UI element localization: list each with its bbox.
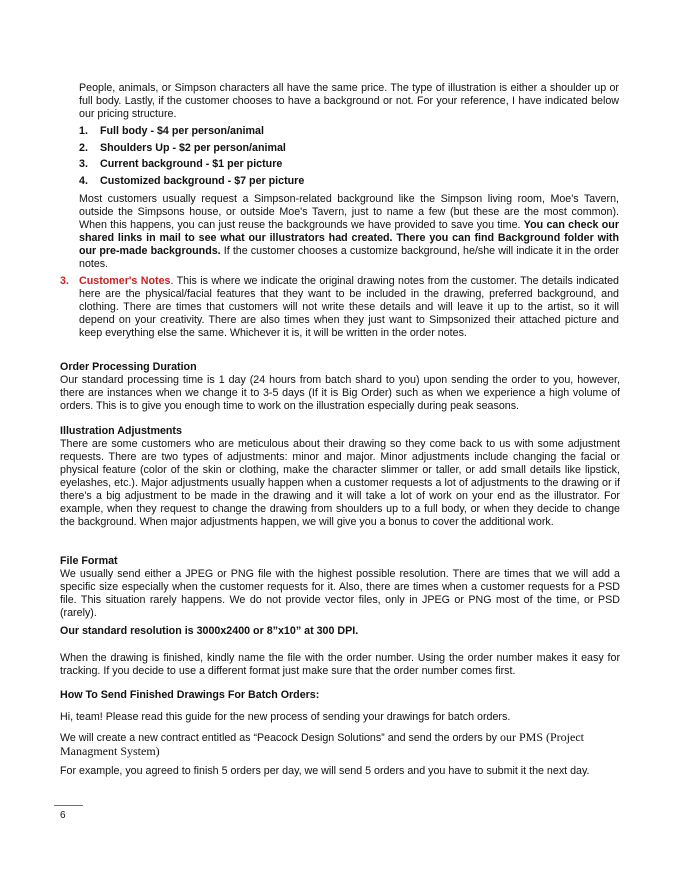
pricing-item: 3. Current background - $1 per picture <box>79 158 283 170</box>
adjustments-paragraph: There are some customers who are meticulous about their drawing so they come back to us with some adjustment requests. There are two types of adjustments: minor and major. Minor adjustments include changing the facial or physical feature (color of the skin or clothing, make the character slimmer or taller, or add small details like lipstick, eyelashes, etc.). Major adjustments usually happen when a customer requests a lot of adjustments to the drawing or if there's a big adjustment to be made in the drawing and it will take a lot of work on your end as the illustrator. For example, when they request to change the drawing from shoulders up to a full body, or when they decide to change the background. When major adjustments happen, we will give you a bonus to cover the additional work. <box>60 438 620 528</box>
customer-notes-number: 3. <box>60 275 69 287</box>
duration-paragraph: Our standard processing time is 1 day (24 hours from batch shard to you) upon sending the order to you, however, there are instances when we change it to 3-5 days (If it is Big Order) such as when we experience a high volume of orders. This is to give you enough time to work on the illustration especially during peak seasons. <box>60 374 620 412</box>
batch-contract-paragraph: We will create a new contract entitled as “Peacock Design Solutions” and send the orders by our PMS (Project Managment System) <box>60 730 584 758</box>
naming-paragraph: When the drawing is finished, kindly name the file with the order number. Using the order number makes it easy for tracking. If you decide to use a different format just make sure that the order number comes first. <box>60 652 620 677</box>
adjustments-heading: Illustration Adjustments <box>60 425 182 437</box>
pricing-item: 2. Shoulders Up - $2 per person/animal <box>79 141 286 154</box>
pricing-list <box>79 125 619 191</box>
footer-divider <box>54 805 83 806</box>
duration-heading: Order Processing Duration <box>60 361 197 373</box>
page-number: 6 <box>60 810 66 821</box>
background-paragraph: Most customers usually request a Simpson-related background like the Simpson living room, Moe's Tavern, outside the Simpsons house, or outside Moe's Tavern, just to name a few (but these are the most common). When this happens, you can just reuse the backgrounds we have provided to save you time. You can check our shared links in mail to see what our illustrators had created. There you can find Background folder with our pre-made backgrounds. If the customer chooses a customize background, he/she will indicate it in the order notes. <box>79 193 619 270</box>
resolution-line: Our standard resolution is 3000x2400 or 8”x10” at 300 DPI. <box>60 625 359 637</box>
batch-greeting: Hi, team! Please read this guide for the new process of sending your drawings for batch orders. <box>60 711 511 723</box>
intro-paragraph: People, animals, or Simpson characters all have the same price. The type of illustration is either a shoulder up or full body. Lastly, if the customer chooses to have a background or not. For your reference, I have indicated below our pricing structure. <box>79 82 619 120</box>
batch-example: For example, you agreed to finish 5 orders per day, we will send 5 orders and you have to submit it the next day. <box>60 765 590 777</box>
customer-notes-title: Customer's Notes <box>79 275 171 287</box>
pricing-item: 1. Full body - $4 per person/animal <box>79 125 264 137</box>
file-format-heading: File Format <box>60 555 118 567</box>
customer-notes-paragraph: Customer's Notes. This is where we indicate the original drawing notes from the customer. The details indicated here are the physical/facial features that they want to be included in the drawing, preferred background, and clothing. There are times that customers will not write these details and will leave it up to the artist, so it will depend on your creativity. There are also times when they just want to Simpsonized their attached picture and keep everything else the same. Whichever it is, it will be written in the order notes. <box>79 275 619 339</box>
file-format-paragraph: We usually send either a JPEG or PNG file with the highest possible resolution. There are times that we will add a specific size especially when the customer requests for it. Also, there are times when a customer requests for a PSD file. This situation rarely happens. We do not provide vector files, only in JPEG or PNG most of the time, or PSD (rarely). <box>60 568 620 619</box>
batch-heading: How To Send Finished Drawings For Batch Orders: <box>60 689 320 701</box>
pricing-item: 4. Customized background - $7 per picture <box>79 174 305 187</box>
